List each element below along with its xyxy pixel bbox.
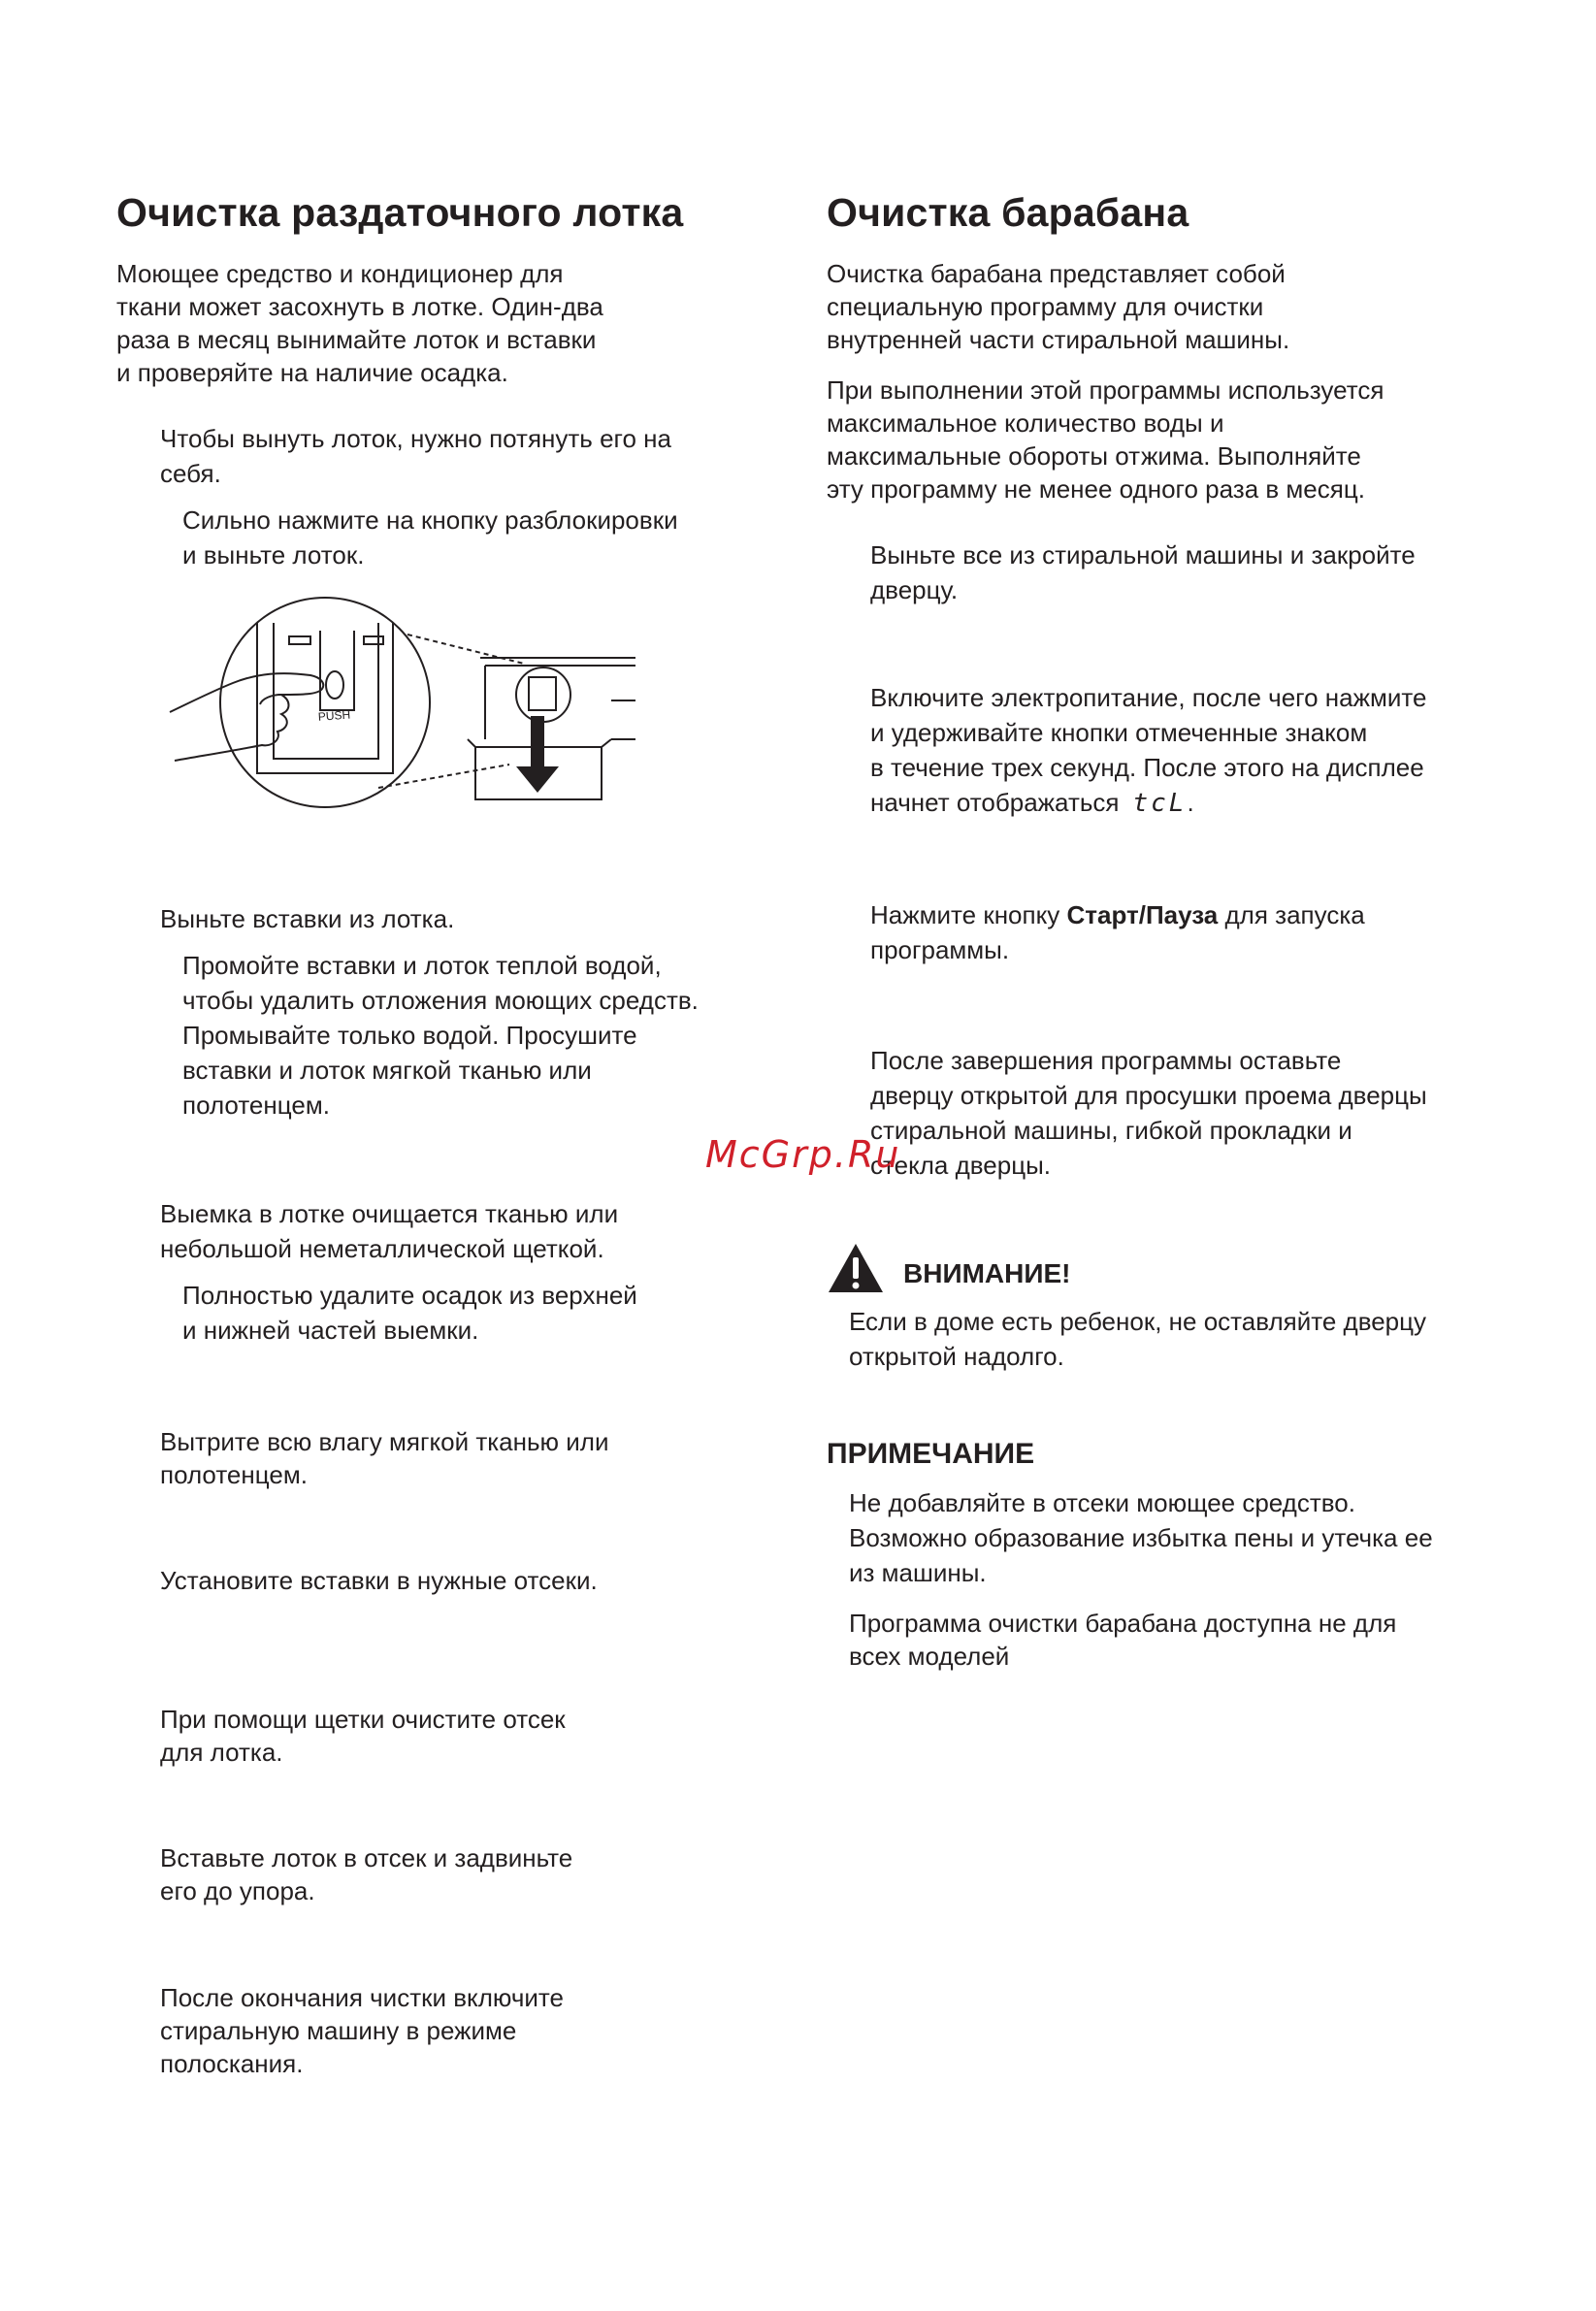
display-code: tcL bbox=[1132, 789, 1188, 818]
text-line: Моющее средство и кондиционер для bbox=[116, 259, 564, 288]
text-fragment: Нажмите кнопку bbox=[870, 900, 1067, 929]
text-line: специальную программу для очистки bbox=[827, 292, 1264, 321]
text-line: ткани может засохнуть в лотке. Один-два bbox=[116, 292, 603, 321]
text-line: Возможно образование избытка пены и утечка ее bbox=[849, 1523, 1433, 1552]
zoom-circle bbox=[220, 598, 430, 807]
text-line: Полностью удалите осадок из верхней bbox=[182, 1281, 637, 1310]
text-line: Если в доме есть ребенок, не оставляйте дверцу bbox=[849, 1307, 1427, 1336]
text-line: и выньте лоток. bbox=[182, 540, 365, 570]
watermark: McGrp.Ru bbox=[705, 1133, 901, 1176]
text-line: чтобы удалить отложения моющих средств. bbox=[182, 986, 699, 1015]
arrow-down-icon bbox=[516, 716, 559, 793]
text-fragment: для запуска bbox=[1218, 900, 1365, 929]
right-title: Очистка барабана bbox=[827, 190, 1189, 235]
text-line: стиральную машину в режиме bbox=[160, 2016, 517, 2045]
text-fragment: . bbox=[1187, 788, 1194, 817]
text-line: для лотка. bbox=[160, 1738, 283, 1767]
text-line: полотенцем. bbox=[182, 1090, 330, 1120]
text-line: После окончания чистки включите bbox=[160, 1983, 564, 2012]
text-line: эту программу не менее одного раза в месяц. bbox=[827, 474, 1365, 504]
text-line: максимальное количество воды и bbox=[827, 408, 1224, 438]
text-line: и проверяйте на наличие осадка. bbox=[116, 358, 508, 387]
push-button-shape bbox=[326, 671, 343, 699]
text-line: Установите вставки в нужные отсеки. bbox=[160, 1566, 598, 1595]
text-line: программы. bbox=[870, 935, 1010, 964]
push-label: PUSH bbox=[317, 707, 351, 724]
warning-title: ВНИМАНИЕ! bbox=[903, 1258, 1071, 1288]
text-line: всех моделей bbox=[849, 1642, 1010, 1671]
text-line: полотенцем. bbox=[160, 1460, 308, 1489]
text-line: Промывайте только водой. Просушите bbox=[182, 1021, 637, 1050]
text-line: и удерживайте кнопки отмеченные знаком bbox=[870, 718, 1368, 747]
text-line: При выполнении этой программы используется bbox=[827, 375, 1384, 405]
text-line: стиральной машины, гибкой прокладки и bbox=[870, 1116, 1352, 1145]
text-line: Очистка барабана представляет собой bbox=[827, 259, 1286, 288]
text-line bbox=[870, 786, 1194, 820]
text-line: внутренней части стиральной машины. bbox=[827, 325, 1290, 354]
text-line bbox=[870, 898, 1365, 931]
note-title: ПРИМЕЧАНИЕ bbox=[827, 1438, 1035, 1470]
text-line: Сильно нажмите на кнопку разблокировки bbox=[182, 505, 678, 535]
text-line: дверцу открытой для просушки проема дверцы bbox=[870, 1081, 1427, 1110]
text-line: себя. bbox=[160, 459, 221, 488]
text-line: Вставьте лоток в отсек и задвиньте bbox=[160, 1843, 573, 1872]
start-pause-label: Старт/Пауза bbox=[1066, 900, 1219, 929]
text-line: Чтобы вынуть лоток, нужно потянуть его на bbox=[160, 424, 671, 453]
text-line: открытой надолго. bbox=[849, 1342, 1064, 1371]
text-line: Выньте все из стиральной машины и закройте bbox=[870, 540, 1416, 570]
text-line: полоскания. bbox=[160, 2049, 304, 2078]
text-line: Промойте вставки и лоток теплой водой, bbox=[182, 951, 662, 980]
text-line: и нижней частей выемки. bbox=[182, 1316, 479, 1345]
text-line: дверцу. bbox=[870, 575, 959, 604]
text-line: из машины. bbox=[849, 1558, 987, 1587]
text-line: Программа очистки барабана доступна не для bbox=[849, 1609, 1397, 1638]
drawer-removal-illustration bbox=[165, 594, 640, 817]
text-line: в течение трех секунд. После этого на дисплее bbox=[870, 753, 1424, 782]
warning-icon bbox=[827, 1242, 885, 1294]
text-line: максимальные обороты отжима. Выполняйте bbox=[827, 441, 1361, 471]
text-line: стекла дверцы. bbox=[870, 1151, 1052, 1180]
text-line: Вытрите всю влагу мягкой тканью или bbox=[160, 1427, 609, 1456]
text-line: небольшой неметаллической щеткой. bbox=[160, 1234, 604, 1263]
text-line: Включите электропитание, после чего нажмите bbox=[870, 683, 1427, 712]
text-line: вставки и лоток мягкой тканью или bbox=[182, 1056, 592, 1085]
text-fragment: начнет отображаться bbox=[870, 788, 1120, 817]
text-line: Не добавляйте в отсеки моющее средство. bbox=[849, 1488, 1355, 1517]
text-line: раза в месяц вынимайте лоток и вставки bbox=[116, 325, 597, 354]
text-line: его до упора. bbox=[160, 1876, 315, 1905]
left-title: Очистка раздаточного лотка bbox=[116, 190, 684, 235]
text-line: При помощи щетки очистите отсек bbox=[160, 1705, 566, 1734]
text-line: Выньте вставки из лотка. bbox=[160, 904, 455, 933]
text-line: После завершения программы оставьте bbox=[870, 1046, 1342, 1075]
text-line: Выемка в лотке очищается тканью или bbox=[160, 1199, 619, 1228]
